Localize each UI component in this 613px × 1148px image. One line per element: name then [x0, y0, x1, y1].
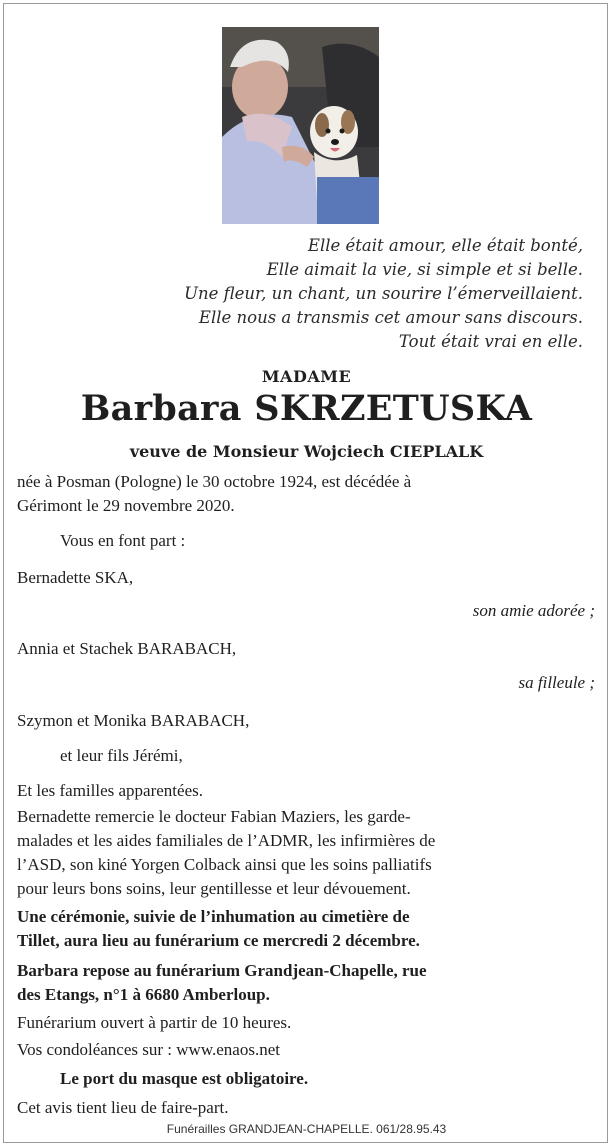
family-szymon: Szymon et Monika BARABACH,: [17, 711, 250, 730]
rest-line-2: des Etangs, n°1 à 6680 Amberloup.: [17, 985, 270, 1004]
family-annia: Annia et Stachek BARABACH,: [17, 639, 237, 658]
widow-line: veuve de Monsieur Wojciech CIEPLALK: [129, 442, 484, 461]
announce-line: Vous en font part :: [60, 531, 186, 550]
deceased-name: Barbara SKRZETUSKA: [80, 388, 533, 429]
thanks-line-2: malades et les aides familiales de l’ADMR, les infirmières de: [17, 831, 436, 850]
funeral-home-footer: Funérailles GRANDJEAN-CHAPELLE. 061/28.95.43: [166, 1122, 447, 1136]
ceremony-line-1: Une cérémonie, suivie de l’inhumation au cimetière de: [17, 907, 410, 926]
ceremony-line-2: Tillet, aura lieu au funérarium ce mercredi 2 décembre.: [17, 931, 420, 950]
family-annia-role: sa filleule ;: [518, 673, 595, 692]
birth-line-2: Gérimont le 29 novembre 2020.: [17, 496, 235, 515]
poem-line: Une fleur, un chant, un sourire l’émerveillaient.: [184, 284, 583, 303]
thanks-line-1: Bernadette remercie le docteur Fabian Maziers, les garde-: [17, 807, 411, 826]
rest-line-1: Barbara repose au funérarium Grandjean-Chapelle, rue: [17, 961, 427, 980]
poem-line: Tout était vrai en elle.: [398, 332, 583, 351]
family-bernadette: Bernadette SKA,: [17, 568, 134, 587]
notice-body: [17, 470, 595, 1120]
birth-line-1: née à Posman (Pologne) le 30 octobre 1924, est décédée à: [17, 472, 412, 491]
thanks-line-3: l’ASD, son kiné Yorgen Colback ainsi que les soins palliatifs: [17, 855, 432, 874]
poem-line: Elle était amour, elle était bonté,: [307, 236, 583, 255]
thanks-line-4: pour leurs bons soins, leur gentillesse et leur dévouement.: [17, 879, 411, 898]
poem-line: Elle nous a transmis cet amour sans discours.: [198, 308, 583, 327]
poem-line: Elle aimait la vie, si simple et si belle.: [266, 260, 583, 279]
portrait-photo: [222, 27, 379, 224]
poem: [23, 234, 583, 354]
title-madame: MADAME: [261, 367, 352, 386]
mask-line: Le port du masque est obligatoire.: [60, 1069, 309, 1088]
families-line: Et les familles apparentées.: [17, 781, 203, 800]
condolences-line: Vos condoléances sur : www.enaos.net: [17, 1040, 280, 1059]
hours-line: Funérarium ouvert à partir de 10 heures.: [17, 1013, 292, 1032]
family-jeremi: et leur fils Jérémi,: [60, 746, 183, 765]
family-bernadette-role: son amie adorée ;: [472, 601, 595, 620]
notice-line: Cet avis tient lieu de faire-part.: [17, 1098, 229, 1117]
